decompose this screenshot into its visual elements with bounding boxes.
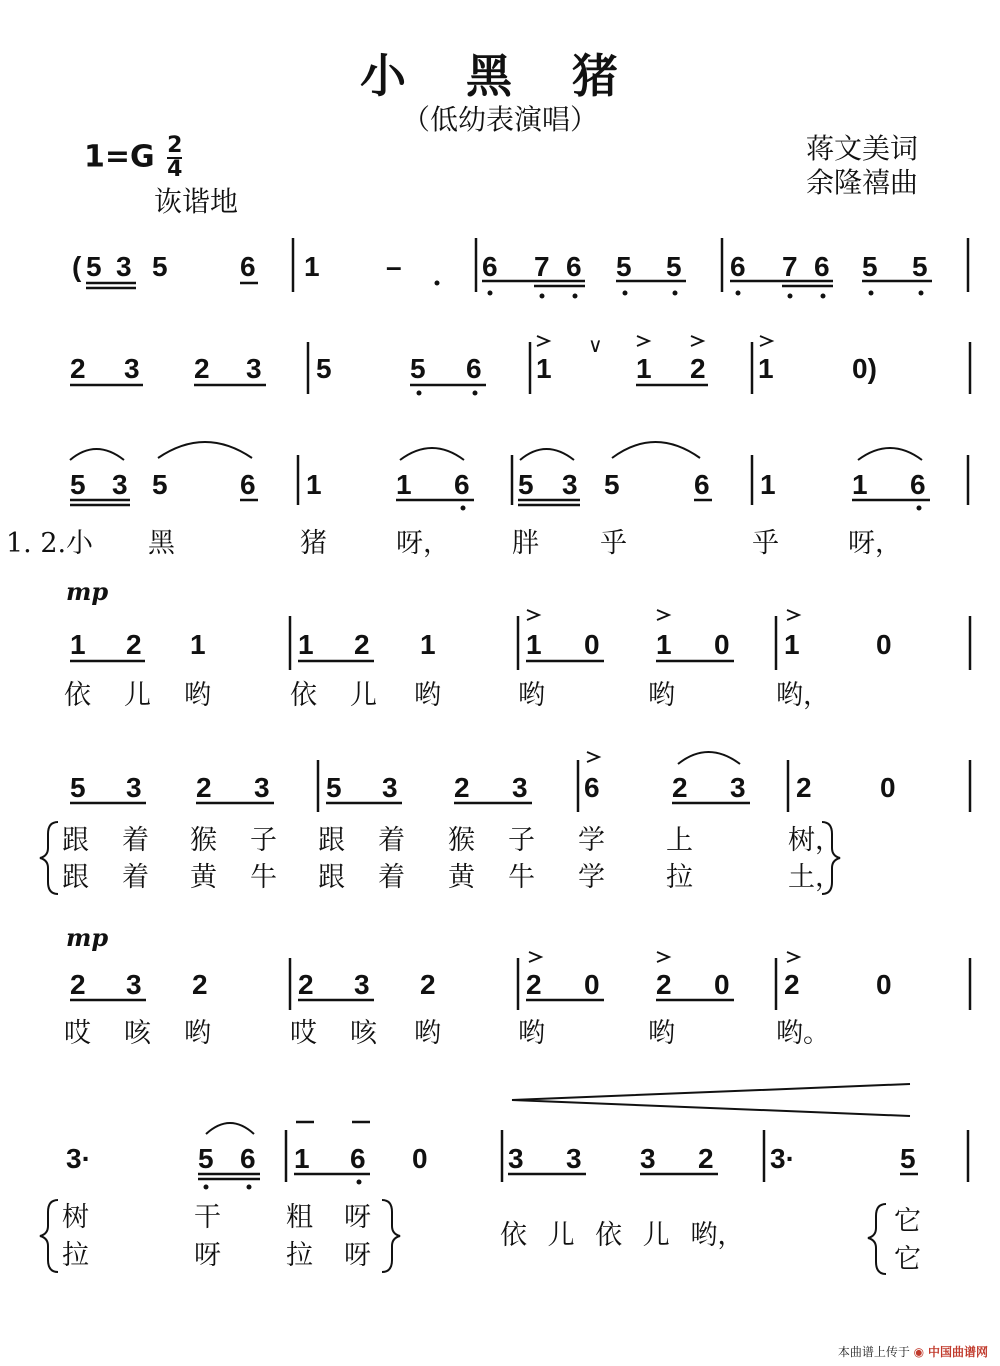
note: 3 [246,353,262,384]
dot [736,291,741,296]
lyric: 哟 [184,680,211,711]
dot [461,506,466,511]
accent-mark [527,610,539,620]
note: 5 [198,1143,214,1174]
note: 3 [116,251,132,282]
lyric: 子 [508,825,535,856]
accent-mark [760,336,772,346]
lyric: 学 [578,862,605,893]
lyric: 哟。 [776,1018,830,1049]
note: 3 [126,772,142,803]
lyric: 着 [122,862,149,893]
left-brace [868,1204,886,1274]
dot [573,294,578,299]
lyric: 猴 [448,825,475,856]
lyric: 乎 [600,528,627,559]
dot [917,506,922,511]
lyric: 乎 [752,528,779,559]
lyric: 哎 [290,1018,317,1049]
note: 3 [112,469,128,500]
lyric: 猪 [300,528,327,559]
lyric: 儿 [350,680,377,711]
note: 1 [190,629,206,660]
dot [357,1180,362,1185]
note: 3 [566,1143,582,1174]
lyric: 哎 [64,1018,91,1049]
note: 0) [852,353,877,384]
dot [488,291,493,296]
slur [400,448,464,460]
note: 1 [536,353,552,384]
hairpin-crescendo [512,1084,910,1116]
dot [869,291,874,296]
note: 1 [396,469,412,500]
page-subtitle: （低幼表演唱） [401,103,598,136]
note: 2 [796,772,812,803]
note: 2 [196,772,212,803]
dot [821,294,826,299]
note: 6 [466,353,482,384]
note: 1 [656,629,672,660]
composer: 余隆禧曲 [806,166,919,199]
note: 1 [304,251,320,282]
lyric: 呀， [848,528,902,559]
dot [204,1185,209,1190]
tempo-marking: 诙谐地 [154,185,239,218]
right-brace [382,1200,400,1272]
lyric: 呀 [344,1202,371,1233]
dynamic-mp: mp [66,577,109,606]
accent-mark [787,952,799,962]
note: 6 [482,251,498,282]
note: 6 [240,469,256,500]
lyric: 着 [378,825,405,856]
note: 0 [584,629,600,660]
lyric: 哟 [184,1018,211,1049]
note: 6 [584,772,600,803]
note: 2 [420,969,436,1000]
lyric: 树， [788,825,842,856]
slur [206,1123,254,1134]
note: 7 [534,251,550,282]
dot [247,1185,252,1190]
note: 6 [730,251,746,282]
row-5 [40,752,970,894]
note: 5 [152,469,168,500]
note: 3 [126,969,142,1000]
note: 6 [910,469,926,500]
note: 6 [240,1143,256,1174]
watermark-site: 中国曲谱网 [927,1345,988,1359]
note: 2 [298,969,314,1000]
note: 1 [760,469,776,500]
note: 1 [636,353,652,384]
site-logo-icon: ◉ [913,1345,925,1359]
lyric: 哟 [518,1018,545,1049]
row-7 [40,1084,968,1275]
note: 3 [254,772,270,803]
row-4 [64,577,970,711]
note: 6 [694,469,710,500]
note: 2 [126,629,142,660]
note: 1 [306,469,322,500]
note: 1 [294,1143,310,1174]
lyric: 着 [378,862,405,893]
lyric: 跟 [62,862,89,893]
lyric: 拉 [666,862,693,893]
lyric: 黄 [448,862,475,893]
accent-mark [657,952,669,962]
lyric: 子 [250,825,277,856]
accent-mark [537,336,549,346]
dot [417,391,422,396]
note: 5 [152,251,168,282]
lyric: 依 [290,680,317,711]
note: 6 [814,251,830,282]
lyric-line: 依 儿 依 儿 哟， [500,1220,745,1251]
note: 3 [640,1143,656,1174]
left-brace [40,822,58,894]
breath-mark: ∨ [588,335,603,357]
note: 1 [298,629,314,660]
lyric: 哟 [414,680,441,711]
note: 0 [714,629,730,660]
lyric: 粗 [286,1202,313,1233]
lyricist: 蒋文美词 [806,132,919,165]
row-1 [72,238,968,299]
note: 0 [412,1143,428,1174]
lyric: 跟 [318,862,345,893]
lyric: 干 [194,1202,221,1233]
note-dash: – [386,251,402,282]
left-brace [40,1200,58,1272]
lyric: 咳 [124,1018,151,1049]
note: 5 [70,469,86,500]
slur [70,449,124,460]
slur [858,448,922,460]
note: 2 [192,969,208,1000]
note: 0 [876,629,892,660]
note: 0 [880,772,896,803]
accent-mark [657,610,669,620]
lyric: 小 [66,528,93,559]
note: 2 [194,353,210,384]
note: 2 [656,969,672,1000]
note: 2 [690,353,706,384]
accent-mark [691,336,703,346]
note: 2 [70,969,86,1000]
lyric: 它 [894,1244,921,1275]
note: 0 [714,969,730,1000]
page-title: 小 黑 猪 [359,49,641,103]
note: 3 [512,772,528,803]
verse-label: 1. 2. [6,528,67,559]
lyric: 学 [578,825,605,856]
note: 1 [70,629,86,660]
row-3 [6,442,968,559]
slur [520,449,574,460]
lyric: 哟 [518,680,545,711]
note: 1 [526,629,542,660]
slur [612,442,700,458]
note: 3 [730,772,746,803]
note: 2 [784,969,800,1000]
watermark [838,1343,988,1360]
accent-mark [587,752,599,762]
dot [919,291,924,296]
note: 6 [566,251,582,282]
note: 5 [316,353,332,384]
dot [540,294,545,299]
lyric: 跟 [62,825,89,856]
note: 3 [562,469,578,500]
watermark-text: 本曲谱上传于 [837,1345,910,1359]
note: 1 [852,469,868,500]
dynamic-mp: mp [66,923,109,952]
lyric: 哟， [776,680,830,711]
lyric: 猴 [190,825,217,856]
note: 5 [410,353,426,384]
lyric: 咳 [350,1018,377,1049]
note: 0 [584,969,600,1000]
accent-mark [787,610,799,620]
dot [623,291,628,296]
accent-mark [637,336,649,346]
note: 5 [326,772,342,803]
time-top: 2 [167,133,183,158]
accent-mark [529,952,541,962]
note: 5 [912,251,928,282]
note: 3 [382,772,398,803]
lyric: 土， [788,862,842,893]
note: 5 [604,469,620,500]
note: 6 [240,251,256,282]
note: 7 [782,251,798,282]
note: 6 [350,1143,366,1174]
slur [158,442,252,458]
row-2 [70,335,970,396]
note: 3 [508,1143,524,1174]
dot [788,294,793,299]
note: 5 [862,251,878,282]
lyric: 上 [666,825,693,856]
note: 5 [518,469,534,500]
lyric: 牛 [250,862,277,893]
note: 3 [124,353,140,384]
row-6 [64,923,970,1049]
lyric: 拉 [286,1240,313,1271]
lyric: 胖 [512,528,539,559]
dot [435,281,440,286]
note: 6 [454,469,470,500]
note: 3 [354,969,370,1000]
note: 5 [70,772,86,803]
slur [678,752,740,764]
lyric: 呀 [194,1240,221,1271]
lyric: 哟 [648,1018,675,1049]
note: 2 [672,772,688,803]
note: 2 [354,629,370,660]
lyric: 树 [62,1202,89,1233]
note: 1 [758,353,774,384]
lyric: 牛 [508,862,535,893]
note: 3· [770,1143,795,1174]
lyric: 哟 [414,1018,441,1049]
note: 2 [526,969,542,1000]
note: 5 [616,251,632,282]
lyric: 黄 [190,862,217,893]
lyric: 呀 [344,1240,371,1271]
lyric: 哟 [648,680,675,711]
note: 2 [698,1143,714,1174]
time-bottom: 4 [167,157,183,182]
lyric: 儿 [124,680,151,711]
note: 5 [86,251,102,282]
lyric: 跟 [318,825,345,856]
lyric: 黑 [148,528,175,559]
note: 5 [666,251,682,282]
lyric: 依 [64,680,91,711]
note: ( [72,251,82,282]
dot [673,291,678,296]
note: 0 [876,969,892,1000]
key-label: 1=G [84,139,155,175]
note: 3· [66,1143,91,1174]
lyric: 呀， [396,528,450,559]
lyric: 它 [894,1206,921,1237]
note: 5 [900,1143,916,1174]
dot [473,391,478,396]
lyric: 拉 [62,1240,89,1271]
note: 1 [420,629,436,660]
note: 2 [454,772,470,803]
lyric: 着 [122,825,149,856]
note: 1 [784,629,800,660]
note: 2 [70,353,86,384]
